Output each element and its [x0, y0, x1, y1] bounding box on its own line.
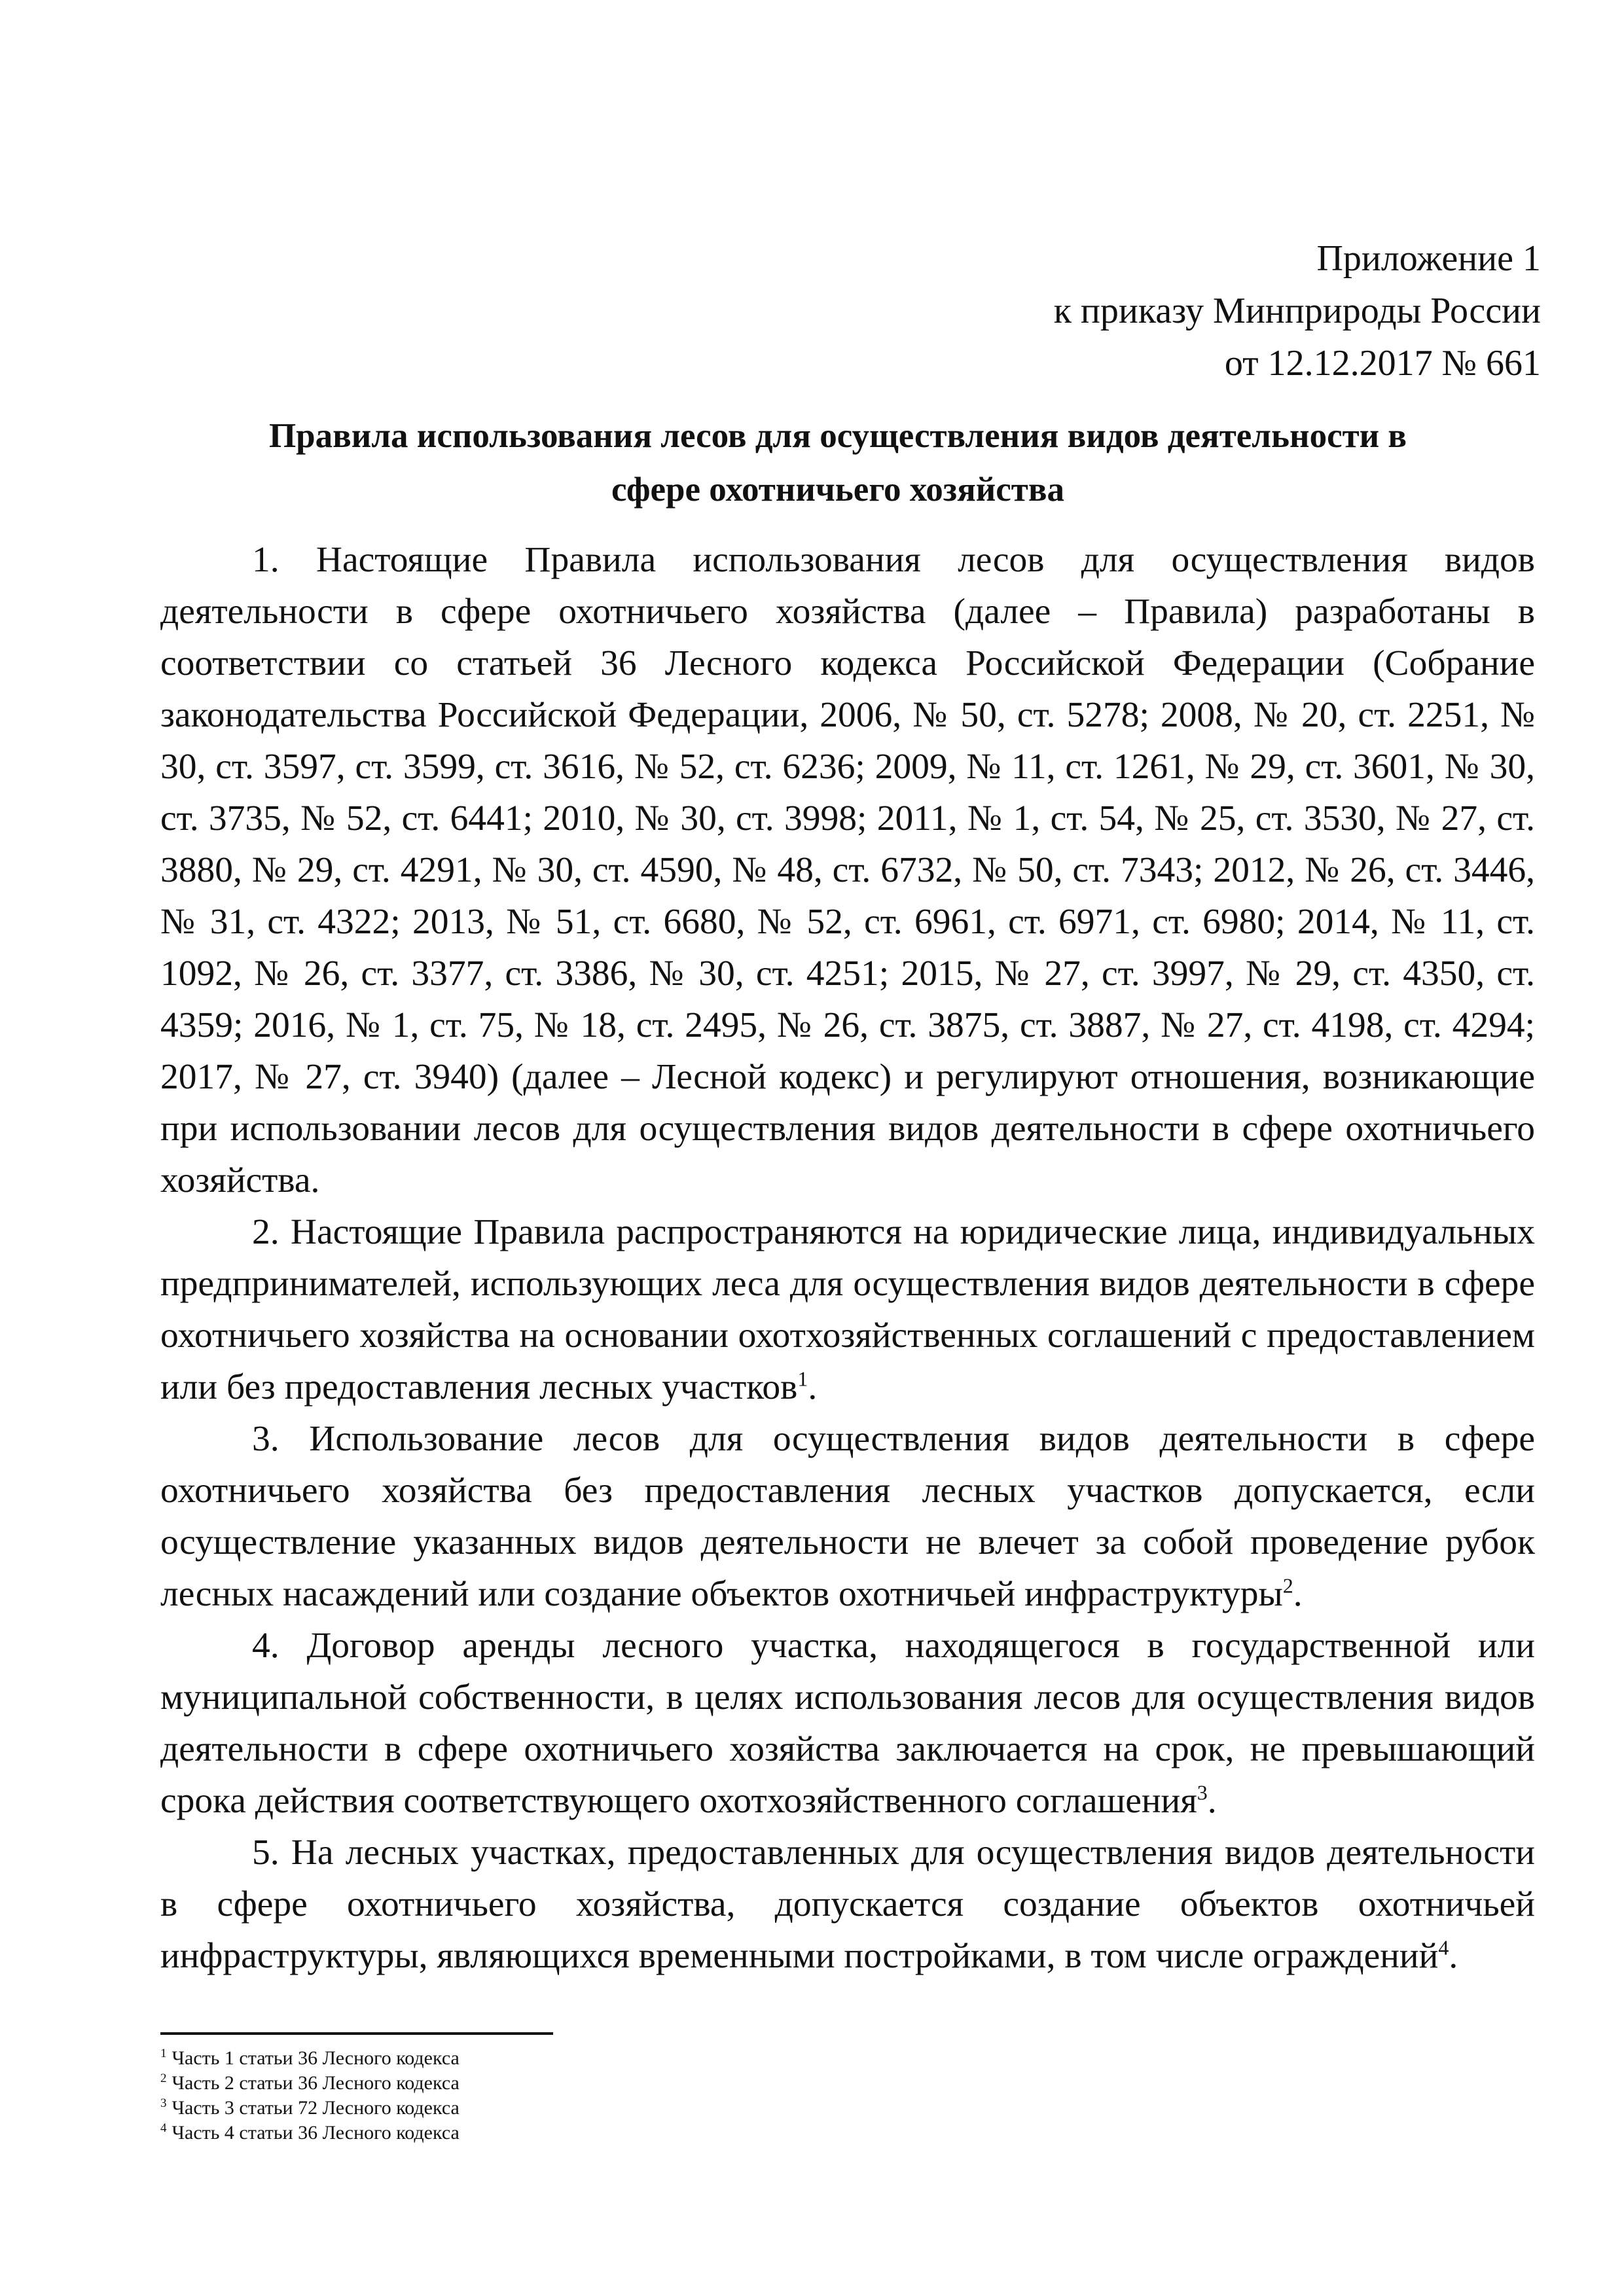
footnote-text: Часть 1 статьи 36 Лесного кодекса — [171, 2047, 460, 2069]
title-line-1: Правила использования лесов для осуществления видов деятельности в — [268, 417, 1407, 455]
footnote-ref-3: 3 — [1197, 1780, 1208, 1804]
paragraph-2-end: . — [808, 1367, 818, 1407]
footnote-text: Часть 4 статьи 36 Лесного кодекса — [171, 2122, 460, 2144]
footnote-item — [160, 2096, 460, 2121]
paragraph-5-end: . — [1449, 1936, 1458, 1976]
paragraph-3 — [160, 1413, 1535, 1620]
paragraph-3-end: . — [1293, 1574, 1303, 1614]
title-line-2: сфере охотничьего хозяйства — [611, 471, 1064, 509]
paragraph-4 — [160, 1620, 1535, 1827]
approval-line-order: к приказу Минприроды России — [1053, 291, 1541, 331]
paragraph-1 — [160, 534, 1535, 1206]
document-body — [160, 534, 1535, 1982]
footnote-ref-4: 4 — [1438, 1935, 1449, 1960]
paragraph-5 — [160, 1827, 1535, 1982]
approval-block — [1054, 232, 1541, 389]
paragraph-1-text: 1. Настоящие Правила использования лесов для осуществления видов деятельности в сфере охотничьего хозяйства (далее – Правила) разработаны в соответствии со статьей 36 Лесного кодекса Российской Федерации (Собрание законодательства Российской Федерации, 2006, № 50, ст. 5278; 2008, № 20, ст. 2251, № 30, ст. 3597, ст. 3599, ст. 3616, № 52, ст. 6236; 2009, № 11, ст. 1261, № 29, ст. 3601, № 30, ст. 3735, № 52, ст. 6441; 2010, № 30, ст. 3998; 2011, № 1, ст. 54, № 25, ст. 3530, № 27, ст. 3880, № 29, ст. 4291, № 30, ст. 4590, № 48, ст. 6732, № 50, ст. 7343; 2012, № 26, ст. 3446, № 31, ст. 4322; 2013, № 51, ст. 6680, № 52, ст. 6961, ст. 6971, ст. 6980; 2014, № 11, ст. 1092, № 26, ст. 3377, ст. 3386, № 30, ст. 4251; 2015, № 27, ст. 3997, № 29, ст. 4350, ст. 4359; 2016, № 1, ст. 75, № 18, ст. 2495, № 26, ст. 3875, ст. 3887, № 27, ст. 4198, ст. 4294; 2017, № 27, ст. 3940) (далее – Лесной кодекс) и регулируют отношения, возникающие при использовании лесов для осуществления видов деятельности в сфере охотничьего хозяйства. — [160, 540, 1535, 1200]
paragraph-2-text: 2. Настоящие Правила распространяются на юридические лица, индивидуальных предпринимателей, использующих леса для осуществления видов деятельности в сфере охотничьего хозяйства на основании охотхозяйственных соглашений с предоставлением или без предоставления лесных участков — [160, 1212, 1535, 1407]
footnote-item — [160, 2071, 460, 2096]
footnote-number: 2 — [160, 2072, 167, 2085]
paragraph-5-text: 5. На лесных участках, предоставленных для осуществления видов деятельности в сфере охотничьего хозяйства, допускается создание объектов охотничьей инфраструктуры, являющихся временными постройками, в том числе ограждений — [160, 1833, 1535, 1976]
paragraph-4-text: 4. Договор аренды лесного участка, находящегося в государственной или муниципальной собственности, в целях использования лесов для осуществления видов деятельности в сфере охотничьего хозяйства заключается на срок, не превышающий срока действия соответствующего охотхозяйственного соглашения — [160, 1626, 1535, 1821]
paragraph-2 — [160, 1206, 1535, 1413]
paragraph-4-end: . — [1207, 1781, 1217, 1821]
footnotes — [160, 2046, 460, 2145]
footnote-ref-2: 2 — [1282, 1573, 1293, 1598]
footnote-text: Часть 3 статьи 72 Лесного кодекса — [171, 2097, 460, 2119]
approval-line-date: от 12.12.2017 № 661 — [1224, 343, 1541, 384]
footnote-number: 4 — [160, 2121, 167, 2135]
footnote-number: 3 — [160, 2096, 167, 2110]
footnote-item — [160, 2121, 460, 2145]
approval-line-appendix: Приложение 1 — [1316, 238, 1541, 279]
footnote-divider — [160, 2032, 553, 2035]
footnote-ref-1: 1 — [797, 1367, 808, 1391]
paragraph-3-text: 3. Использование лесов для осуществления видов деятельности в сфере охотничьего хозяйства без предоставления лесных участков допускается, если осуществление указанных видов деятельности не влечет за собой проведение рубок лесных насаждений или создание объектов охотничьей инфраструктуры — [160, 1419, 1535, 1614]
footnote-number: 1 — [160, 2047, 167, 2060]
footnote-item — [160, 2046, 460, 2071]
footnote-text: Часть 2 статьи 36 Лесного кодекса — [171, 2072, 460, 2094]
document-title — [196, 409, 1479, 516]
